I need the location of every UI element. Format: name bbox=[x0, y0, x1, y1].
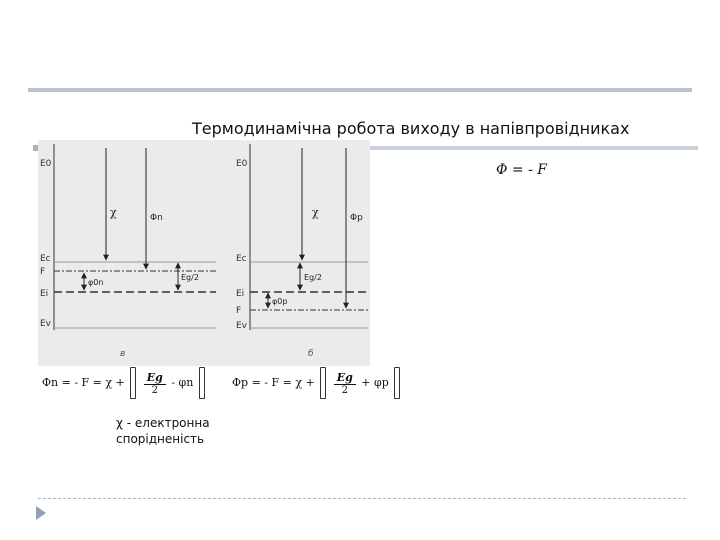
next-slide-triangle-icon[interactable] bbox=[36, 506, 46, 520]
bracket-open-icon bbox=[130, 367, 136, 399]
caption-line-1: χ - електронна bbox=[116, 416, 210, 430]
band-diagram-svg bbox=[38, 140, 370, 366]
right-label-ec: Ec bbox=[236, 254, 247, 264]
left-label-ei: Ei bbox=[40, 289, 49, 299]
bottom-divider bbox=[38, 498, 686, 499]
left-band-diagram bbox=[40, 144, 216, 359]
top-divider bbox=[28, 88, 692, 92]
left-label-f: F bbox=[40, 267, 46, 277]
caption-line-2: спорідненість bbox=[116, 432, 205, 446]
equation-p-tail: + φp bbox=[361, 376, 389, 389]
left-label-e0: E0 bbox=[40, 159, 52, 169]
left-chi-label: χ bbox=[110, 206, 117, 219]
slide-title: Термодинамічна робота виходу в напівпровідниках bbox=[192, 119, 630, 138]
bracket-open-icon bbox=[320, 367, 326, 399]
work-function-formula: Φ = - F bbox=[496, 162, 548, 178]
equation-p-type bbox=[232, 367, 402, 399]
right-halfgap-label: Eg/2 bbox=[304, 273, 322, 282]
equation-n-tail: - φn bbox=[171, 376, 194, 389]
equation-p-numerator: Eg bbox=[334, 371, 356, 385]
equation-p-mid: = - F = χ + bbox=[251, 376, 315, 389]
right-band-diagram bbox=[236, 144, 368, 359]
left-diagram-caption: в bbox=[120, 349, 126, 359]
equation-n-numerator: Eg bbox=[144, 371, 166, 385]
equation-n-mid: = - F = χ + bbox=[61, 376, 125, 389]
equation-p-fraction bbox=[334, 371, 356, 396]
left-label-ev: Ev bbox=[40, 319, 52, 329]
left-phi-small-label: φ0n bbox=[88, 278, 104, 287]
right-chi-label: χ bbox=[312, 206, 319, 219]
right-label-e0: E0 bbox=[236, 159, 248, 169]
right-phi-small-label: φ0p bbox=[272, 297, 288, 306]
right-diagram-caption: б bbox=[308, 349, 314, 359]
right-label-ev: Ev bbox=[236, 321, 248, 331]
right-label-ei: Ei bbox=[236, 289, 245, 299]
right-label-f: F bbox=[236, 306, 242, 316]
left-label-ec: Ec bbox=[40, 254, 51, 264]
bracket-close-icon bbox=[199, 367, 205, 399]
equation-n-denominator: 2 bbox=[151, 384, 158, 396]
right-phi-label: Φp bbox=[350, 213, 363, 223]
equation-n-type bbox=[42, 367, 207, 399]
equation-p-lhs: Φp bbox=[232, 376, 249, 389]
chi-definition-caption bbox=[116, 415, 210, 447]
bracket-close-icon bbox=[394, 367, 400, 399]
equation-n-lhs: Φn bbox=[42, 376, 59, 389]
equation-n-fraction bbox=[144, 371, 166, 396]
band-diagram-figure bbox=[38, 140, 370, 366]
left-halfgap-label: Eg/2 bbox=[181, 273, 199, 282]
equation-p-denominator: 2 bbox=[341, 384, 348, 396]
left-phi-label: Φn bbox=[150, 213, 163, 223]
